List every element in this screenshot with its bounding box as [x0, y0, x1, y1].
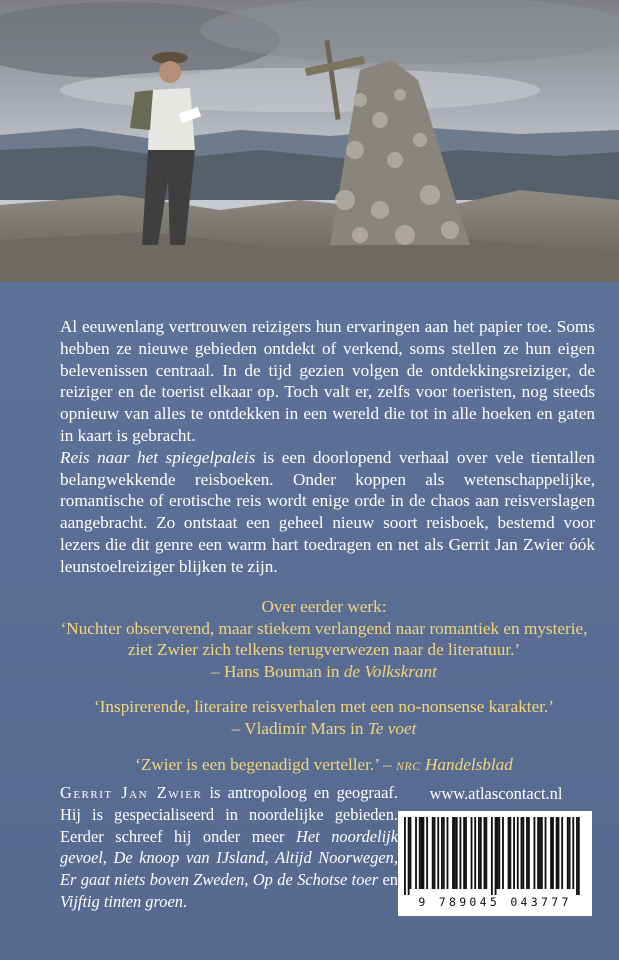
barcode-bar — [569, 817, 571, 889]
blurb-paragraph-1: Al eeuwenlang vertrouwen reizigers hun ervaringen aan het papier toe. Soms hebben ze nieuwe gebieden ontdekt of verkend, soms stellen ze hun eigen belevenissen centraal. In de tijd gezien volgen de ontdekkingsreiziger, de reiziger en de toerist elkaar op. Toch valt er, zelfs voor toeristen, nog steeds opnieuw van alles te ontdekken in een wereld die tot in alle hoeken en gaten in kaart is gebracht. — [60, 317, 595, 445]
press-quotes — [54, 596, 594, 789]
barcode-bar — [426, 817, 428, 889]
barcode-bar — [541, 817, 543, 889]
barcode-bar — [552, 817, 554, 889]
barcode-bar — [434, 817, 436, 889]
barcode-bar — [463, 817, 465, 889]
isbn-number: 9 789045 043777 — [418, 895, 572, 909]
quote-2-text: ‘Inspirerende, literaire reisverhalen met een no-nonsense karakter.’ — [93, 697, 555, 717]
barcode-bar — [474, 817, 476, 889]
barcode-bar — [539, 817, 541, 889]
barcode-bar — [509, 817, 511, 889]
barcode-bar — [437, 817, 439, 889]
barcode-bar — [452, 817, 454, 889]
barcode-bar — [465, 817, 467, 889]
quote-3 — [54, 754, 594, 776]
barcode-bar — [443, 817, 445, 889]
barcode-bar — [497, 817, 499, 889]
barcode-bar — [578, 817, 580, 895]
quotes-heading: Over eerder werk: — [261, 597, 387, 616]
barcode-bar — [550, 817, 552, 889]
book-title-1: Het noordelijk gevoel — [60, 826, 398, 868]
barcode-bar — [513, 817, 515, 889]
quote-3-source: nrc Handelsblad — [395, 754, 513, 774]
barcode-bar — [556, 817, 558, 889]
barcode-bar — [572, 817, 574, 889]
barcode-bar — [537, 817, 539, 889]
barcode-bar — [526, 817, 528, 889]
book-title-2: De knoop van IJsland — [113, 848, 265, 868]
barcode-bar — [478, 817, 480, 889]
blurb-paragraph-2 — [60, 447, 595, 578]
quote-1-attribution: – Hans Bouman in de Volkskrant — [211, 661, 437, 681]
barcode-bar — [421, 817, 423, 889]
barcode-bar — [480, 817, 482, 889]
barcode-bar — [485, 817, 487, 889]
barcode-bar — [447, 817, 449, 889]
barcode-bar — [456, 817, 458, 889]
barcode-bar — [534, 817, 536, 889]
barcode-bar — [419, 817, 421, 889]
book-blurb — [60, 316, 595, 578]
barcode-bar — [408, 817, 410, 895]
barcode-bar — [561, 817, 563, 889]
barcode-bar — [567, 817, 569, 889]
barcode-bar — [491, 817, 493, 895]
barcode-bar — [498, 817, 500, 889]
quote-2-attribution: – Vladimir Mars in Te voet — [231, 718, 417, 738]
quote-2 — [54, 696, 594, 739]
book-title-6: Vijftig tinten groen — [60, 891, 183, 911]
barcode-bar — [558, 817, 560, 889]
quote-1-source: de Volkskrant — [343, 661, 437, 681]
book-title-3: Altijd Noorwegen — [275, 848, 394, 868]
barcode-bar — [508, 817, 510, 889]
book-title-4: Er gaat niets boven Zweden — [60, 870, 245, 890]
blurb-paragraph-2-text: is een doorlopend verhaal over vele tientallen belangwekkende reisboeken. Onder koppen als wetenschappelijke, romantische of erotische reis wordt enige orde in de chaos aan reisverslagen aangebracht. Zo ontstaat een geheel nieuw soort reisboek, bestemd voor lezers die dit genre een warm hart toedragen en net als Gerrit Jan Zwier óók leunstoelreiziger blijken te zijn. — [60, 447, 595, 576]
quote-1-text: ‘Nuchter observerend, maar stiekem verlangend naar romantiek en mysterie, ziet Zwier zich telkens terugverwezen naar de literatuur.’ — [60, 618, 588, 660]
barcode-bar — [528, 817, 530, 889]
barcode-bar — [415, 817, 417, 889]
barcode-bar — [522, 817, 524, 889]
book-title-5: Op de Schotse toer — [252, 870, 379, 890]
author-name: Gerrit Jan Zwier — [60, 783, 203, 802]
book-title: Reis naar het spiegelpaleis — [60, 447, 256, 467]
barcode-bar — [460, 817, 462, 889]
barcode-bar — [471, 817, 473, 889]
publisher-website[interactable]: www.atlascontact.nl — [429, 784, 563, 803]
barcode-bar — [495, 817, 497, 895]
barcode-bar — [521, 817, 523, 889]
barcode-bar — [576, 817, 578, 895]
barcode-bar — [517, 817, 519, 889]
author-bio: Gerrit Jan Zwier is antropoloog en geograaf. Hij is gespecialiseerd in noordelijke gebieden. Eerder schreef hij onder meer Het noordelijk gevoel, De knoop van IJsland, Altijd Noorwegen, Er gaat niets boven Zweden, Op de Schotse toer en Vijftig tinten groen. — [60, 783, 398, 911]
barcode-bar — [441, 817, 443, 889]
barcode-bar — [423, 817, 425, 889]
cover-photo — [0, 0, 619, 282]
barcode-bar — [404, 817, 406, 895]
isbn-barcode — [398, 811, 592, 916]
barcode-bar — [432, 817, 434, 889]
quote-2-source: Te voet — [367, 718, 417, 738]
barcode-bar — [454, 817, 456, 889]
barcode-bar — [484, 817, 486, 889]
quote-3-text: ‘Zwier is een begenadigd verteller.’ – nrc Handelsblad — [135, 754, 513, 774]
barcode-bar — [410, 817, 412, 889]
barcode-bar — [545, 817, 547, 889]
quote-1 — [54, 596, 594, 682]
barcode-bar — [502, 817, 504, 889]
barcode-bars — [402, 817, 588, 895]
